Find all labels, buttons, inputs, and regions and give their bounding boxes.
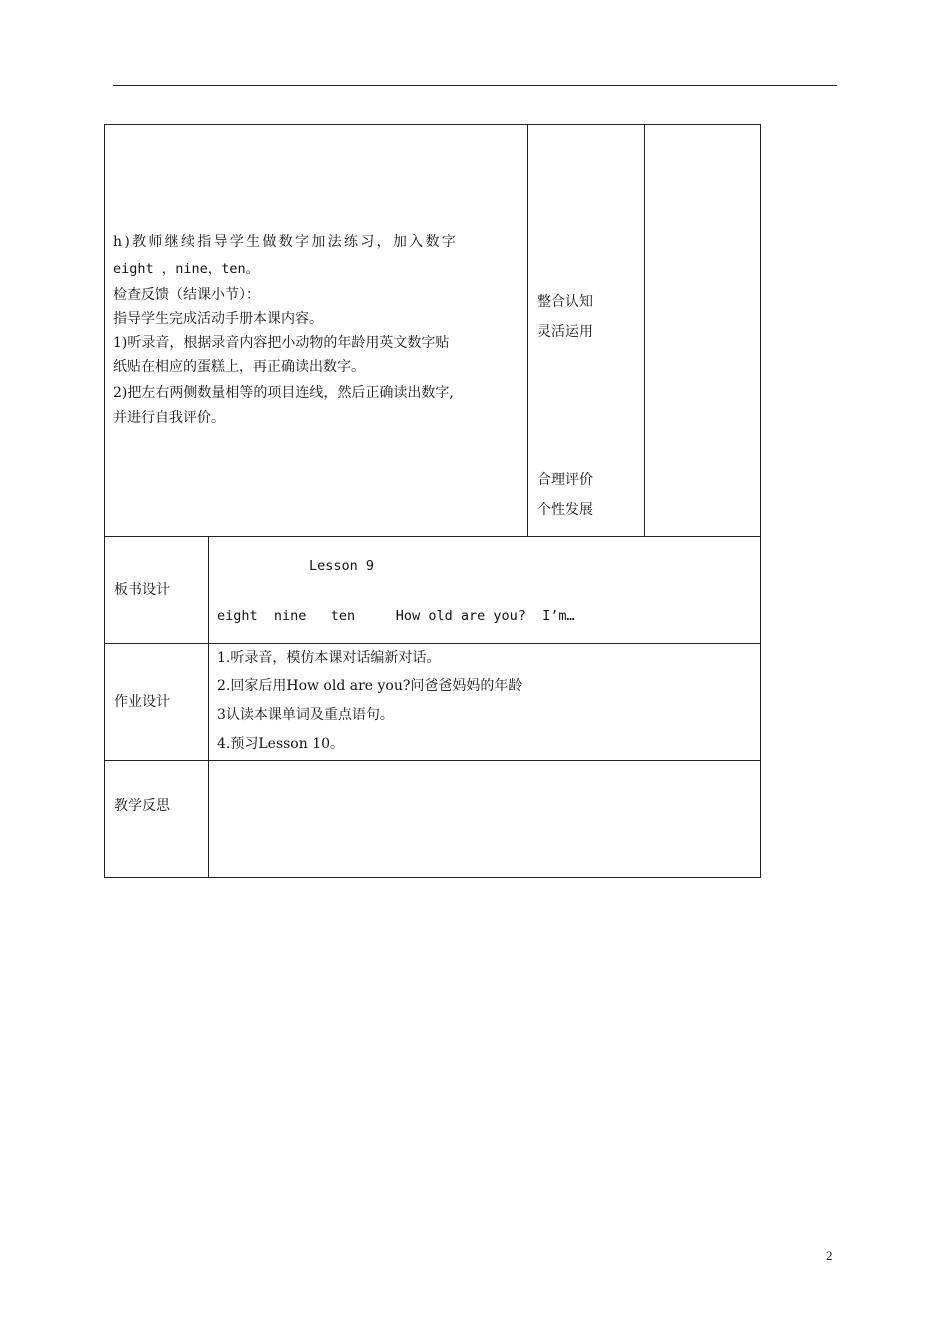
intent-text: 个性发展 <box>537 502 593 518</box>
intent-text: 合理评价 <box>537 472 593 488</box>
table-border-bottom <box>104 877 761 878</box>
table-border-top <box>104 124 761 125</box>
intent-text: 整合认知 <box>537 294 593 310</box>
procedure-line: 检查反馈（结课小节）： <box>113 287 260 303</box>
col-divider <box>527 124 528 537</box>
board-design-title: Lesson 9 <box>309 558 375 574</box>
homework-item: 2.回家后用How old are you?问爸爸妈妈的年龄 <box>217 678 523 694</box>
col-divider <box>644 124 645 537</box>
row-divider <box>104 536 761 537</box>
row-divider <box>104 643 761 644</box>
procedure-line: 纸贴在相应的蛋糕上，再正确读出数字。 <box>113 359 365 375</box>
table-border-left <box>104 124 105 878</box>
table-border-right <box>760 124 761 878</box>
intent-text: 灵活运用 <box>537 324 593 340</box>
procedure-line: h)教师继续指导学生做数字加法练习，加入数字 <box>113 234 459 250</box>
reflection-label: 教学反思 <box>114 798 170 814</box>
page-number: 2 <box>826 1248 833 1263</box>
board-design-label: 板书设计 <box>114 582 170 598</box>
header-rule <box>113 85 837 86</box>
procedure-line: 指导学生完成活动手册本课内容。 <box>113 311 323 327</box>
homework-item: 4.预习Lesson 10。 <box>217 736 345 752</box>
homework-item: 1.听录音，模仿本课对话编新对话。 <box>217 650 441 666</box>
procedure-line: 并进行自我评价。 <box>113 410 225 426</box>
row-divider <box>104 760 761 761</box>
col-divider <box>208 536 209 878</box>
homework-label: 作业设计 <box>114 694 170 710</box>
procedure-line: eight ，nine，ten。 <box>113 261 260 277</box>
procedure-line: 2)把左右两侧数量相等的项目连线，然后正确读出数字, <box>113 385 454 401</box>
board-design-line: eight nine ten How old are you? I’m… <box>217 608 575 624</box>
homework-item: 3认读本课单词及重点语句。 <box>217 707 394 723</box>
procedure-line: 1)听录音，根据录音内容把小动物的年龄用英文数字贴 <box>113 335 450 351</box>
